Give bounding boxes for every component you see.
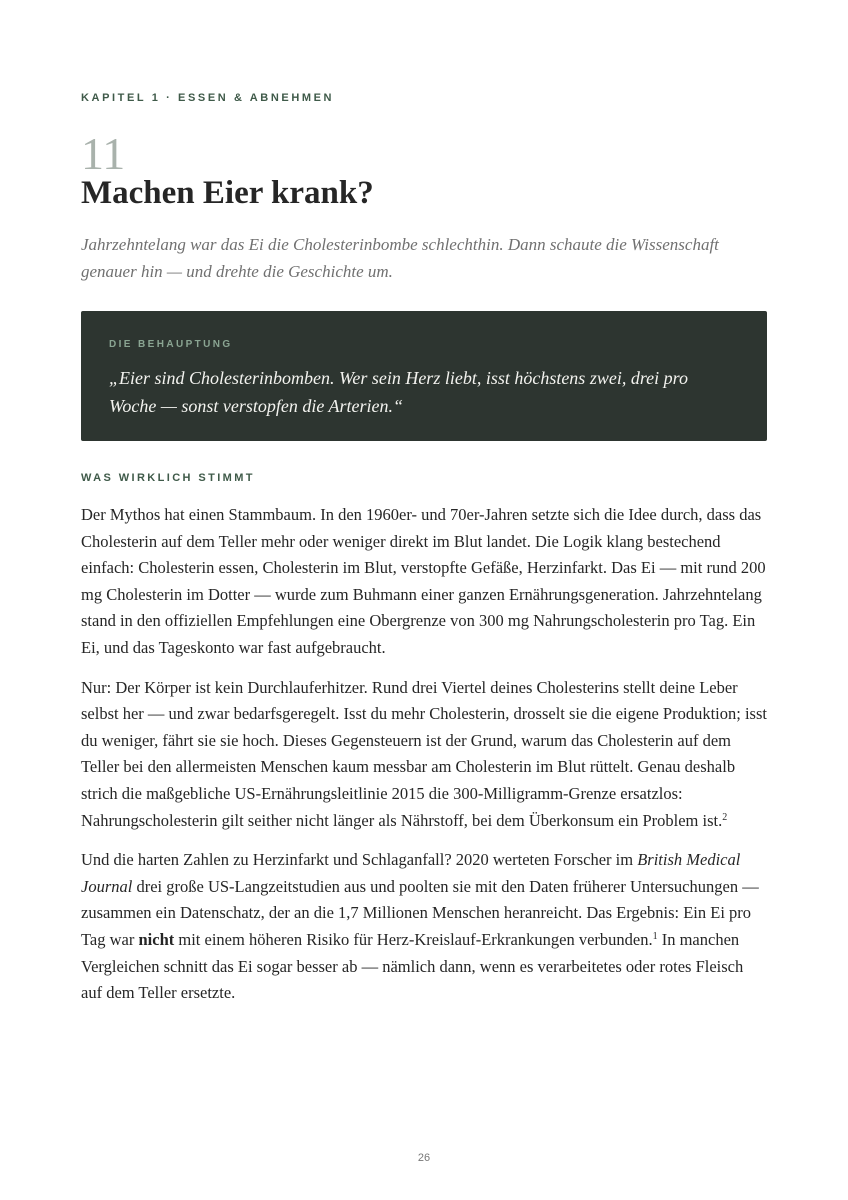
paragraph-2-text: Nur: Der Körper ist kein Durchlauferhitzer. Rund drei Viertel deines Cholesterins stellt deine Leber selbst her — und zwar bedarfsgeregelt. Isst du mehr Cholesterin, drosselt sie die eigene Produktion; isst du weniger, fährt sie sie hoch. Dieses Gegensteuern ist der Grund, warum das Cholesterin auf dem Teller bei den allermeisten Menschen kaum messbar am Cholesterin im Blut rüttelt. Genau deshalb strich die maßgebliche US-Ernährungsleitlinie 2015 die 300-Milligramm-Grenze ersatzlos: Nahrungscholesterin gilt seither nicht länger als Nährstoff, bei dem Überkonsum ein Problem ist. [81, 677, 767, 830]
emphasis-nicht: nicht [138, 929, 175, 949]
body-text [81, 502, 767, 1020]
paragraph-3 [81, 847, 767, 1007]
chapter-number: 11 [81, 128, 126, 179]
paragraph-3-text-d: In manchen Vergleichen schnitt das Ei sogar besser ab — nämlich dann, wenn es verarbeitetes oder rotes Fleisch auf dem Teller ersetzte. [81, 929, 744, 1003]
section-label: WAS WIRKLICH STIMMT [81, 472, 255, 484]
footnote-ref-2[interactable]: 2 [722, 811, 728, 823]
paragraph-3-text-a: Und die harten Zahlen zu Herzinfarkt und Schlaganfall? 2020 werteten Forscher im [81, 850, 638, 870]
claim-box [81, 311, 767, 441]
chapter-kicker: KAPITEL 1 · ESSEN & ABNEHMEN [81, 92, 335, 104]
page-number: 26 [417, 1152, 431, 1164]
journal-name: British Medical Journal [81, 850, 741, 896]
paragraph-3-text-c: mit einem höheren Risiko für Herz-Kreislauf-Erkrankungen verbunden. [174, 929, 653, 949]
paragraph-3-text-b: drei große US-Langzeitstudien aus und poolten sie mit den Daten früherer Untersuchungen — zusammen ein Datenschatz, der an die 1,7 Millionen Menschen heranreicht. Das Ergebnis: Ein Ei pro Tag war [81, 876, 759, 949]
paragraph-2 [81, 675, 767, 835]
footnote-ref-1[interactable]: 1 [652, 930, 658, 942]
claim-label: DIE BEHAUPTUNG [109, 339, 233, 350]
claim-quote: „Eier sind Cholesterinbomben. Wer sein Herz liebt, isst höchstens zwei, drei pro Woche — sonst verstopfen die Arterien.“ [109, 368, 688, 416]
lead-text: Jahrzehntelang war das Ei die Cholesterinbombe schlechthin. Dann schaute die Wissenschaft genauer hin — und drehte die Geschichte um. [81, 235, 719, 281]
page-title: Machen Eier krank? [81, 175, 374, 211]
paragraph-1: Der Mythos hat einen Stammbaum. In den 1960er- und 70er-Jahren setzte sich die Idee durch, dass das Cholesterin auf dem Teller mehr oder weniger direkt im Blut landet. Die Logik klang bestechend einfach: Cholesterin essen, Cholesterin im Blut, verstopfte Gefäße, Herzinfarkt. Das Ei — mit rund 200 mg Cholesterin im Dotter — wurde zum Buhmann einer ganzen Ernährungsgeneration. Jahrzehntelang stand in den offiziellen Empfehlungen eine Obergrenze von 300 mg Nahrungscholesterin pro Tag. Ein Ei, und das Tageskonto war fast aufgebraucht. [81, 505, 766, 657]
